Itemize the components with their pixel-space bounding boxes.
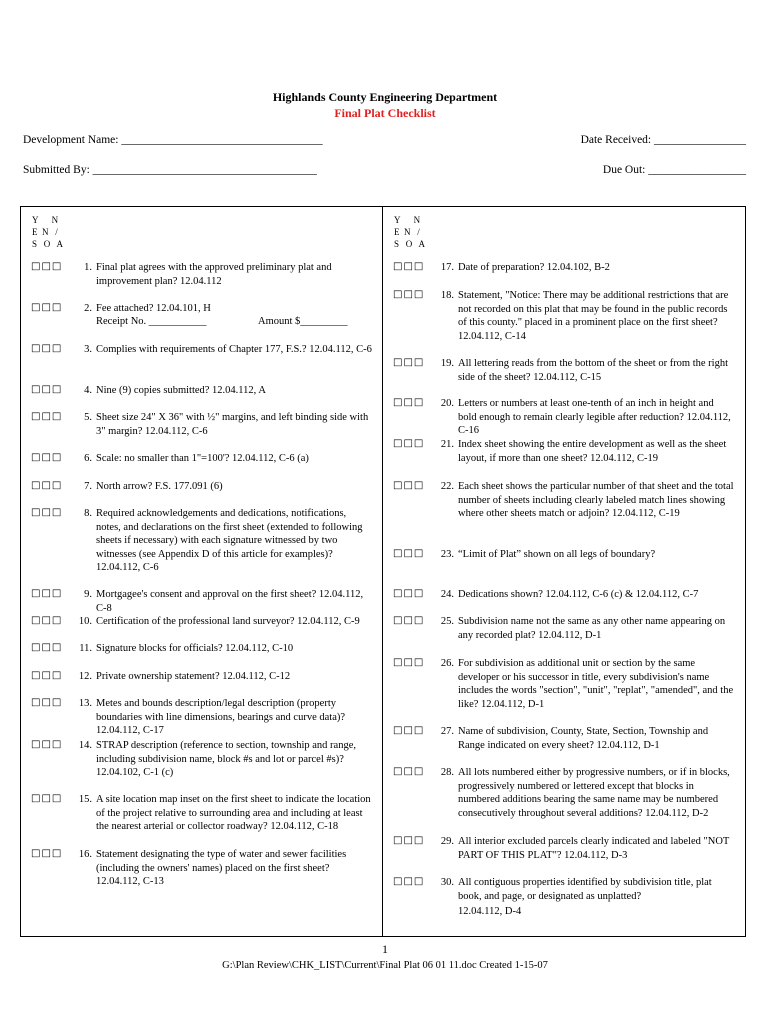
yes-no-na-checkboxes[interactable]: □□□ <box>31 670 63 681</box>
checklist-item-text <box>72 739 372 780</box>
yes-no-na-checkboxes[interactable]: □□□ <box>393 615 425 626</box>
checklist-item-text <box>434 657 734 711</box>
item-description: Required acknowledgements and dedications, notifications, notes, and declarations on the first sheet (extended to following sheets if necessary) with each signature witnessed by two witnesses (see Appendix D of this article for examples)? 12.04.112, C-6 <box>96 508 363 573</box>
item-description: A site location map inset on the first sheet to indicate the location of the project relative to surrounding area and including at least the nearest arterial or collector roadway? 12.04.112, C-18 <box>96 794 371 832</box>
yes-no-na-checkboxes[interactable]: □□□ <box>31 697 63 708</box>
item-description: North arrow? F.S. 177.091 (6) <box>96 481 223 492</box>
yes-no-na-checkboxes[interactable]: □□□ <box>31 739 63 750</box>
item-description: Scale: no smaller than 1"=100'? 12.04.112, C-6 (a) <box>96 453 309 464</box>
yes-no-na-checkboxes[interactable]: □□□ <box>393 289 425 300</box>
item-number: 16. <box>78 849 92 860</box>
item-number: 10. <box>78 616 92 627</box>
checklist-title: Final Plat Checklist <box>334 106 436 120</box>
checklist-item-text <box>72 615 372 629</box>
item-description: All contiguous properties identified by subdivision title, plat book, and page, or designated as unplatted? <box>458 877 712 902</box>
item-description: Metes and bounds description/legal description (property boundaries with line dimensions, bearings and curve data)? 12.04.112, C-17 <box>96 698 346 736</box>
checklist-item-text <box>72 302 372 316</box>
fee-receipt-line <box>96 316 366 327</box>
item-number: 23. <box>440 549 454 560</box>
item-number: 26. <box>440 658 454 669</box>
checklist-item-text <box>434 588 734 602</box>
checklist-item-text <box>434 548 734 562</box>
yes-no-na-checkboxes[interactable]: □□□ <box>393 835 425 846</box>
left-column-header: Y N E N / S O A <box>32 215 64 249</box>
item-number: 18. <box>440 290 454 301</box>
due-out-field[interactable]: Due Out: _________________ <box>602 164 746 176</box>
yes-no-na-checkboxes[interactable]: □□□ <box>393 766 425 777</box>
item-number: 11. <box>79 643 92 654</box>
item-description: Date of preparation? 12.04.102, B-2 <box>458 262 610 273</box>
item-description: Name of subdivision, County, State, Section, Township and Range indicated on every sheet? 12.04.112, D-1 <box>458 726 709 751</box>
item-number: 7. <box>84 481 92 492</box>
yes-no-na-checkboxes[interactable]: □□□ <box>31 642 63 653</box>
item-number: 27. <box>440 726 454 737</box>
yes-no-na-checkboxes[interactable]: □□□ <box>31 507 63 518</box>
date-received-field[interactable]: Date Received: ________________ <box>580 134 746 146</box>
item-description: All interior excluded parcels clearly indicated and labeled "NOT PART OF THIS PLAT"? 12.04.112, D-3 <box>458 836 730 861</box>
yes-no-na-checkboxes[interactable]: □□□ <box>393 357 425 368</box>
checklist-item-text <box>72 343 372 357</box>
checklist-item-text <box>434 480 734 521</box>
item-description: Sheet size 24" X 36" with ½" margins, and left binding side with 3" margin? 12.04.112, C-6 <box>96 412 369 437</box>
department-title: Highlands County Engineering Department <box>272 90 498 104</box>
item-number: 14. <box>78 740 92 751</box>
item-description: Signature blocks for officials? 12.04.112, C-10 <box>96 643 294 654</box>
item-number: 17. <box>440 262 454 273</box>
item-description: “Limit of Plat” shown on all legs of boundary? <box>458 549 656 560</box>
yes-no-na-checkboxes[interactable]: □□□ <box>393 397 425 408</box>
checklist-item-text <box>434 725 734 752</box>
item-number: 24. <box>440 589 454 600</box>
item-description: Statement designating the type of water and sewer facilities (including the owners' names) placed on the first sheet? 12.04.112, C-13 <box>96 849 347 887</box>
right-column-header: Y N E N / S O A <box>394 215 426 249</box>
yes-no-na-checkboxes[interactable]: □□□ <box>393 657 425 668</box>
checklist-item-text <box>72 261 372 288</box>
item-number: 3. <box>84 344 92 355</box>
submitted-by-field[interactable]: Submitted By: _______________________________________ <box>23 164 317 176</box>
yes-no-na-checkboxes[interactable]: □□□ <box>31 411 63 422</box>
item-description: For subdivision as additional unit or section by the same developer or his successor in title, every subdivision's name includes the words "section", "unit", "replat", "amended", and the like? 12.04.112, D-1 <box>458 658 734 710</box>
item-number: 1. <box>84 262 92 273</box>
checklist-item-text <box>434 289 734 343</box>
item-description: All lettering reads from the bottom of the sheet or from the right side of the sheet? 12.04.112, C-15 <box>458 358 729 383</box>
yes-no-na-checkboxes[interactable]: □□□ <box>393 480 425 491</box>
item-description: STRAP description (reference to section, township and range, including subdivision name, block #s and lot or parcel #s)? 12.04.102, C-1 (c) <box>96 740 356 778</box>
checklist-item-text <box>72 480 372 494</box>
item-number: 28. <box>440 767 454 778</box>
checklist-item-text <box>72 384 372 398</box>
item-number: 29. <box>440 836 454 847</box>
item-description: Nine (9) copies submitted? 12.04.112, A <box>96 385 266 396</box>
yes-no-na-checkboxes[interactable]: □□□ <box>31 384 63 395</box>
checklist-item-text <box>434 438 734 465</box>
item-number: 19. <box>440 358 454 369</box>
yes-no-na-checkboxes[interactable]: □□□ <box>31 343 63 354</box>
footer-file-path: G:\Plan Review\CHK_LIST\Current\Final Plat 06 01 11.doc Created 1-15-07 <box>222 960 548 971</box>
yes-no-na-checkboxes[interactable]: □□□ <box>393 588 425 599</box>
yes-no-na-checkboxes[interactable]: □□□ <box>393 876 425 887</box>
item-number: 4. <box>84 385 92 396</box>
item-number: 20. <box>440 398 454 409</box>
column-divider <box>382 206 383 937</box>
yes-no-na-checkboxes[interactable]: □□□ <box>31 588 63 599</box>
page-number: 1 <box>382 942 388 956</box>
yes-no-na-checkboxes[interactable]: □□□ <box>31 302 63 313</box>
item-number: 15. <box>78 794 92 805</box>
checklist-item-text <box>72 588 372 615</box>
item-description: Each sheet shows the particular number of that sheet and the total number of sheets including clearly labeled match lines showing where other sheets match or adjoin? 12.04.112, C-19 <box>458 481 734 519</box>
item-description: Mortgagee's consent and approval on the first sheet? 12.04.112, C-8 <box>96 589 364 614</box>
item-number: 30. <box>440 877 454 888</box>
item-30-reference: 12.04.112, D-4 <box>458 906 522 917</box>
item-number: 8. <box>84 508 92 519</box>
checklist-item-text <box>72 793 372 834</box>
item-number: 22. <box>440 481 454 492</box>
item-description: Private ownership statement? 12.04.112, C-12 <box>96 671 291 682</box>
item-description: Letters or numbers at least one-tenth of an inch in height and bold enough to remain clearly legible after reduction? 12.04.112, C-16 <box>458 398 731 436</box>
item-description: Final plat agrees with the approved preliminary plat and improvement plan? 12.04.112 <box>96 262 332 287</box>
checklist-item-text <box>434 357 734 384</box>
yes-no-na-checkboxes[interactable]: □□□ <box>393 725 425 736</box>
yes-no-na-checkboxes[interactable]: □□□ <box>31 261 63 272</box>
receipt-number-field[interactable]: Receipt No. ___________ <box>96 316 207 327</box>
item-description: Subdivision name not the same as any other name appearing on any recorded plat? 12.04.112, D-1 <box>458 616 726 641</box>
item-number: 21. <box>440 439 454 450</box>
checklist-item-text <box>72 642 372 656</box>
checklist-item-text <box>72 452 372 466</box>
checklist-item-text <box>434 397 734 438</box>
development-name-field[interactable]: Development Name: ___________________________________ <box>23 134 323 146</box>
yes-no-na-checkboxes[interactable]: □□□ <box>31 793 63 804</box>
yes-no-na-checkboxes[interactable]: □□□ <box>393 261 425 272</box>
yes-no-na-checkboxes[interactable]: □□□ <box>393 438 425 449</box>
yes-no-na-checkboxes[interactable]: □□□ <box>31 615 63 626</box>
item-number: 9. <box>84 589 92 600</box>
item-description: Statement, "Notice: There may be additional restrictions that are not recorded on this plat that may be found in the public records of this county." placed in a prominent place on the first sheet? 12.04.112, C-14 <box>458 290 729 342</box>
yes-no-na-checkboxes[interactable]: □□□ <box>31 848 63 859</box>
item-description: Certification of the professional land surveyor? 12.04.112, C-9 <box>96 616 360 627</box>
item-number: 13. <box>78 698 92 709</box>
item-number: 25. <box>440 616 454 627</box>
item-description: All lots numbered either by progressive numbers, or if in blocks, progressively numbered or lettered except that blocks in numbered additions bearing the same name may be numbered consecutively throughout several additions? 12.04.112, D-2 <box>458 767 730 819</box>
checklist-item-text <box>72 697 372 738</box>
checklist-item-text <box>72 848 372 889</box>
checklist-item-text <box>434 261 734 275</box>
item-number: 12. <box>78 671 92 682</box>
checklist-item-text <box>72 507 372 575</box>
item-number: 2. <box>84 303 92 314</box>
item-description: Dedications shown? 12.04.112, C-6 (c) & 12.04.112, C-7 <box>458 589 699 600</box>
checklist-item-text <box>434 835 734 862</box>
checklist-item-text <box>72 411 372 438</box>
item-description: Fee attached? 12.04.101, H <box>96 303 211 314</box>
checklist-item-text <box>434 766 734 820</box>
item-description: Index sheet showing the entire development as well as the sheet layout, if more than one sheet? 12.04.112, C-19 <box>458 439 727 464</box>
checklist-item-text <box>72 670 372 684</box>
amount-field[interactable]: Amount $_________ <box>258 316 348 327</box>
item-number: 5. <box>84 412 92 423</box>
item-number: 6. <box>84 453 92 464</box>
yes-no-na-checkboxes[interactable]: □□□ <box>31 480 63 491</box>
checklist-item-text <box>434 615 734 642</box>
item-description: Complies with requirements of Chapter 177, F.S.? 12.04.112, C-6 <box>96 344 372 355</box>
yes-no-na-checkboxes[interactable]: □□□ <box>393 548 425 559</box>
checklist-item-text <box>434 876 734 903</box>
yes-no-na-checkboxes[interactable]: □□□ <box>31 452 63 463</box>
